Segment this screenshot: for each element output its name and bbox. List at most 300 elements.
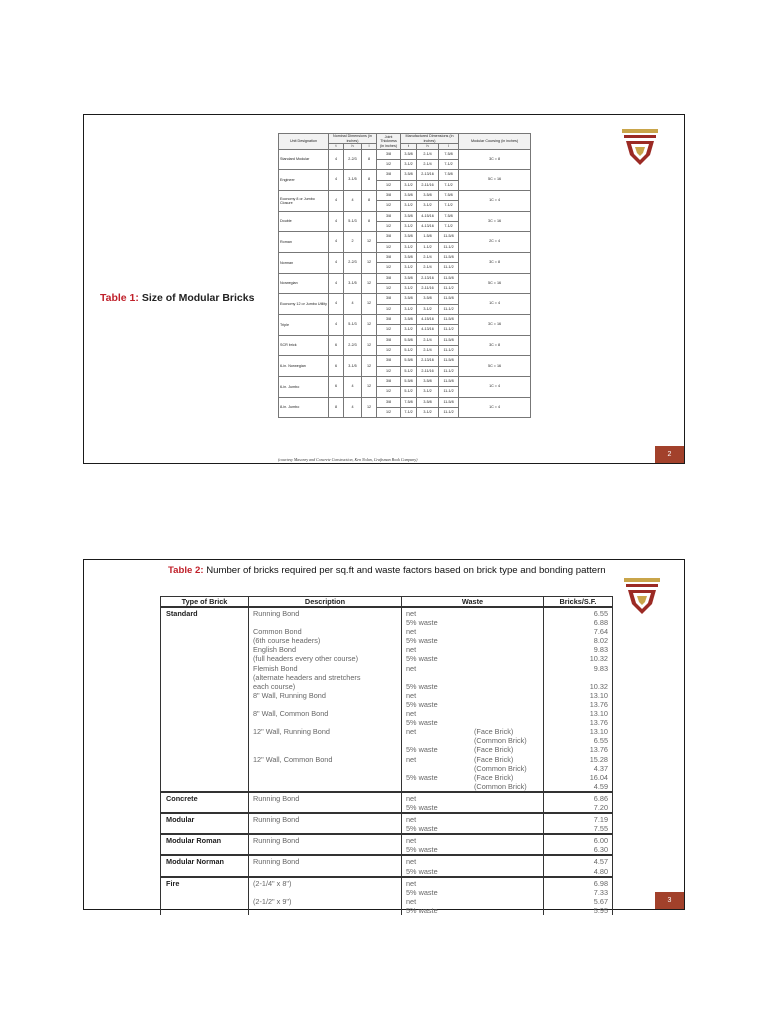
manufactured-joint-cell: 1/2 [377,263,401,273]
manufactured-joint-cell: 3/8 [377,294,401,304]
waste-line [402,645,543,654]
waste-line [402,879,543,888]
brick-type-cell: Modular Roman [161,834,249,855]
unit-designation-cell: Norman [279,252,329,273]
unit-designation-cell: 6-in. Jumbo [279,377,329,398]
modular-coursing-cell: 5C = 16 [459,356,531,377]
bricks-per-sf-value: 4.59 [593,781,608,791]
waste-line [402,673,543,682]
waste-cell [402,834,544,855]
waste-factor: net [406,709,417,719]
bricks-per-sf-cell [544,792,613,813]
unit-designation-cell: Triple [279,315,329,336]
waste-factor: 5% waste [406,824,438,834]
nominal-t-cell: 4 [329,211,344,232]
unit-designation-cell: 6-in. Norwegian [279,356,329,377]
bricks-per-sf-value: 4.57 [593,857,608,867]
bricks-per-sf-value: 10.32 [589,654,608,664]
description-line: 8" Wall, Running Bond [253,690,326,700]
nominal-h-cell: 5-1/3 [344,211,362,232]
description-line: Flemish Bond [253,663,298,673]
manufactured-t-cell: 3-5/8 [401,232,417,242]
manufactured-l-cell: 7-5/8 [439,211,459,221]
manufactured-t-cell: 3-1/2 [401,242,417,252]
unit-designation-cell: Engineer [279,170,329,191]
brick-type-cell: Modular Norman [161,855,249,876]
description-line [253,803,397,812]
waste-factor: 5% waste [406,636,438,646]
manufactured-t-cell: 3-5/8 [401,252,417,262]
brick-note: (Face Brick) [474,772,514,782]
nominal-t-cell: 4 [329,294,344,315]
col-joint: Joint Thickness (in inches) [377,134,401,150]
nominal-h-cell: 2-2/3 [344,252,362,273]
nominal-l-cell: 12 [362,315,377,336]
waste-factor: net [406,663,417,673]
brick-note: (Common Brick) [474,763,527,773]
unit-designation-cell: Economy 12 or Jumbo Utility [279,294,329,315]
manufactured-t-cell: 3-1/2 [401,159,417,169]
bricks-per-sf-value: 6.00 [593,836,608,846]
waste-line [402,794,543,803]
description-line [253,824,397,833]
manufactured-joint-cell: 3/8 [377,170,401,180]
table-row [279,294,531,304]
description-line [253,764,397,773]
description-cell [249,792,402,813]
manufactured-l-cell: 11-5/8 [439,335,459,345]
bricks-per-sf-value: 8.02 [593,636,608,646]
manufactured-t-cell: 3-5/8 [401,211,417,221]
bricks-per-sf-value: 15.28 [589,754,608,764]
description-line [253,773,397,782]
waste-cell [402,877,544,915]
col-waste: Waste [402,597,544,608]
unit-designation-cell: Norwegian [279,273,329,294]
manufactured-joint-cell: 3/8 [377,190,401,200]
table-row [161,877,613,915]
description-line: 12" Wall, Common Bond [253,754,333,764]
waste-line [402,773,543,782]
manufactured-joint-cell: 1/2 [377,242,401,252]
manufactured-l-cell: 11-5/8 [439,397,459,407]
table-row [279,356,531,366]
nominal-h-cell: 4 [344,294,362,315]
description-cell [249,877,402,915]
bricks-per-sf-value: 6.55 [593,736,608,746]
manufactured-l-cell: 11-5/8 [439,377,459,387]
manufactured-joint-cell: 1/2 [377,304,401,314]
manufactured-h-cell: 2-11/16 [417,366,439,376]
unit-designation-cell: Roman [279,232,329,253]
modular-coursing-cell: 3C = 8 [459,149,531,170]
waste-line [402,845,543,854]
bricks-per-sf-value: 6.98 [593,878,608,888]
waste-line [402,718,543,727]
nominal-t-cell: 4 [329,252,344,273]
bricks-per-sf-value: 4.37 [593,763,608,773]
manufactured-t-cell: 5-1/2 [401,346,417,356]
waste-factor: net [406,609,417,618]
waste-line [402,857,543,866]
manufactured-t-cell: 3-5/8 [401,294,417,304]
bricks-per-sf-value: 6.86 [593,793,608,803]
modular-coursing-cell: 5C = 16 [459,273,531,294]
modular-coursing-cell: 3C = 16 [459,211,531,232]
table-row [279,149,531,159]
manufactured-joint-cell: 1/2 [377,180,401,190]
nominal-l-cell: 12 [362,377,377,398]
bricks-per-sf-value [548,673,608,682]
manufactured-t-cell: 3-1/2 [401,201,417,211]
bricks-per-sf-value: 7.20 [593,802,608,812]
bricks-per-sf-cell [544,813,613,834]
nominal-h-cell: 3-1/5 [344,170,362,191]
manufactured-l-cell: 7-1/2 [439,159,459,169]
bricks-per-sf-value: 7.64 [593,627,608,637]
bricks-per-sf-value: 9.83 [593,663,608,673]
manufactured-l-cell: 7-1/2 [439,180,459,190]
waste-line [402,700,543,709]
col-nominal-l: l [362,144,377,150]
description-line: (alternate headers and stretchers [253,672,361,682]
modular-coursing-cell: 1C = 4 [459,377,531,398]
manufactured-t-cell: 5-1/2 [401,387,417,397]
manufactured-h-cell: 4-15/16 [417,211,439,221]
waste-line [402,691,543,700]
col-manuf-l: l [439,144,459,150]
bricks-per-sf-value: 5.95 [593,905,608,915]
manufactured-t-cell: 3-1/2 [401,283,417,293]
description-line: each course) [253,681,296,691]
bricks-per-sf-cell [544,834,613,855]
bricks-per-sf-cell [544,855,613,876]
page-number-badge: 3 [655,892,684,909]
table1-credit: (courtesy Masonry and Concrete Construction, Ken Nolan, Craftsman Book Company) [278,457,418,462]
table-row [161,834,613,855]
manufactured-h-cell: 2-11/16 [417,283,439,293]
slide-3 [83,559,685,915]
description-line [253,718,397,727]
description-line [253,867,397,876]
nominal-h-cell: 2-2/3 [344,149,362,170]
nominal-h-cell: 2-2/3 [344,335,362,356]
description-line [253,782,397,791]
manufactured-joint-cell: 3/8 [377,232,401,242]
table1-label-lead: Table 1: [100,292,139,304]
waste-line [402,888,543,897]
table-row [279,252,531,262]
nominal-l-cell: 8 [362,190,377,211]
modular-coursing-cell: 1C = 4 [459,397,531,418]
nominal-h-cell: 4 [344,377,362,398]
nominal-t-cell: 8 [329,397,344,418]
nominal-l-cell: 12 [362,294,377,315]
col-unit: Unit Designation [279,134,329,150]
waste-line [402,682,543,691]
unit-designation-cell: SCR brick [279,335,329,356]
waste-factor: net [406,727,417,737]
manufactured-h-cell: 2-11/16 [417,180,439,190]
waste-line [402,664,543,673]
description-line: English Bond [253,645,297,655]
table-row [279,335,531,345]
manufactured-l-cell: 11-1/2 [439,325,459,335]
nominal-h-cell: 2 [344,232,362,253]
table1-label-text: Size of Modular Bricks [138,292,255,304]
manufactured-t-cell: 7-5/8 [401,397,417,407]
modular-coursing-cell: 1C = 4 [459,190,531,211]
modular-coursing-cell: 3C = 8 [459,335,531,356]
description-line: Running Bond [253,609,300,618]
manufactured-h-cell: 2-1/4 [417,346,439,356]
bricks-per-sf-value: 16.04 [589,772,608,782]
manufactured-h-cell: 3-5/8 [417,294,439,304]
waste-factor: net [406,836,417,846]
manufactured-h-cell: 3-5/8 [417,190,439,200]
table-row [279,273,531,283]
nominal-t-cell: 4 [329,273,344,294]
nominal-h-cell: 4 [344,190,362,211]
waste-line [402,764,543,773]
bricks-per-sf-cell [544,607,613,792]
manufactured-h-cell: 2-1/4 [417,149,439,159]
manufactured-h-cell: 1-1/2 [417,242,439,252]
modular-coursing-cell: 5C = 16 [459,170,531,191]
description-line [253,618,397,627]
nominal-l-cell: 12 [362,273,377,294]
description-line: Running Bond [253,836,300,846]
brick-type-cell: Modular [161,813,249,834]
modular-coursing-cell: 3C = 16 [459,315,531,336]
waste-line [402,636,543,645]
bricks-per-sf-value: 13.10 [589,709,608,719]
university-logo-icon [622,574,662,618]
nominal-h-cell: 4 [344,397,362,418]
manufactured-joint-cell: 1/2 [377,221,401,231]
waste-line [402,803,543,812]
manufactured-l-cell: 11-1/2 [439,387,459,397]
waste-line [402,824,543,833]
col-manuf-h: h [417,144,439,150]
bricks-per-sf-value: 6.30 [593,845,608,855]
manufactured-joint-cell: 1/2 [377,159,401,169]
manufactured-h-cell: 2-13/16 [417,273,439,283]
nominal-l-cell: 12 [362,397,377,418]
waste-factor: 5% waste [406,654,438,664]
manufactured-h-cell: 3-5/8 [417,377,439,387]
bricks-per-sf-value: 9.83 [593,645,608,655]
nominal-t-cell: 4 [329,170,344,191]
waste-line [402,745,543,754]
manufactured-joint-cell: 3/8 [377,335,401,345]
nominal-t-cell: 4 [329,149,344,170]
waste-cell [402,607,544,792]
manufactured-l-cell: 7-1/2 [439,201,459,211]
nominal-l-cell: 8 [362,149,377,170]
waste-line [402,867,543,876]
table2-caption-text: Number of bricks required per sq.ft and waste factors based on brick type and bonding pattern [203,565,606,576]
table2-caption-lead: Table 2: [168,565,204,576]
waste-factor: net [406,754,417,764]
waste-factor: net [406,896,417,906]
manufactured-joint-cell: 1/2 [377,201,401,211]
bricks-per-sf-value: 13.76 [589,745,608,755]
description-line: 12" Wall, Running Bond [253,727,330,737]
waste-line [402,627,543,636]
manufactured-t-cell: 3-5/8 [401,170,417,180]
manufactured-l-cell: 11-5/8 [439,294,459,304]
manufactured-l-cell: 11-1/2 [439,304,459,314]
waste-factor: net [406,627,417,637]
brick-type-cell: Standard [161,607,249,792]
bricks-per-sf-value: 4.80 [593,866,608,876]
manufactured-l-cell: 11-1/2 [439,242,459,252]
manufactured-l-cell: 11-5/8 [439,356,459,366]
modular-coursing-cell: 1C = 4 [459,294,531,315]
nominal-t-cell: 6 [329,356,344,377]
col-nominal-t: t [329,144,344,150]
waste-factor: net [406,645,417,655]
nominal-l-cell: 12 [362,232,377,253]
table-row [279,170,531,180]
slide-2 [83,114,685,464]
bricks-per-sf-value: 7.33 [593,887,608,897]
manufactured-t-cell: 7-1/2 [401,408,417,418]
waste-cell [402,792,544,813]
waste-line [402,609,543,618]
table-row [161,607,613,792]
manufactured-t-cell: 5-5/8 [401,335,417,345]
col-nominal: Nominal Dimensions (in inches) [329,134,377,144]
brick-type-cell: Concrete [161,792,249,813]
bricks-per-sf-value: 6.88 [593,618,608,628]
description-line: (2-1/4" x 8") [253,878,292,888]
modular-coursing-cell: 3C = 8 [459,252,531,273]
nominal-t-cell: 4 [329,232,344,253]
waste-factor: 5% waste [406,681,438,691]
manufactured-t-cell: 3-1/2 [401,180,417,190]
manufactured-h-cell: 4-15/16 [417,315,439,325]
description-line: Common Bond [253,627,302,637]
description-line: (full headers every other course) [253,654,359,664]
description-cell [249,855,402,876]
table-row [279,397,531,407]
manufactured-l-cell: 7-5/8 [439,190,459,200]
nominal-t-cell: 4 [329,315,344,336]
bricks-per-sf-value: 13.10 [589,690,608,700]
manufactured-h-cell: 4-13/16 [417,325,439,335]
description-line [253,888,397,897]
brick-note: (Common Brick) [474,781,527,791]
manufactured-h-cell: 3-1/2 [417,201,439,211]
waste-factor: 5% waste [406,802,438,812]
manufactured-t-cell: 3-1/2 [401,304,417,314]
unit-designation-cell: Double [279,211,329,232]
manufactured-t-cell: 3-1/2 [401,263,417,273]
nominal-h-cell: 3-1/5 [344,356,362,377]
bricks-per-sf-value: 10.32 [589,681,608,691]
description-cell [249,607,402,792]
waste-factor: net [406,857,417,867]
manufactured-h-cell: 3-1/2 [417,304,439,314]
waste-factor: 5% waste [406,699,438,709]
waste-factor: 5% waste [406,905,438,915]
modular-coursing-cell: 2C = 4 [459,232,531,253]
waste-line [402,618,543,627]
waste-line [402,727,543,736]
waste-factor: 5% waste [406,618,438,628]
manufactured-joint-cell: 1/2 [377,325,401,335]
manufactured-h-cell: 4-13/16 [417,221,439,231]
description-line: Running Bond [253,793,300,803]
table-row [161,855,613,876]
waste-factor: net [406,878,417,888]
page-number-badge: 2 [655,446,684,463]
manufactured-h-cell: 2-1/4 [417,159,439,169]
col-manufactured: Manufactured Dimensions (in inches) [401,134,459,144]
manufactured-h-cell: 2-13/16 [417,170,439,180]
manufactured-t-cell: 3-1/2 [401,325,417,335]
manufactured-l-cell: 11-1/2 [439,366,459,376]
manufactured-t-cell: 3-5/8 [401,273,417,283]
waste-factor: 5% waste [406,772,438,782]
bricks-per-sf-value: 13.10 [589,727,608,737]
manufactured-h-cell: 2-13/16 [417,356,439,366]
col-coursing: Modular Coursing (in inches) [459,134,531,150]
manufactured-t-cell: 3-5/8 [401,315,417,325]
manufactured-h-cell: 2-1/4 [417,252,439,262]
nominal-t-cell: 6 [329,377,344,398]
manufactured-t-cell: 3-5/8 [401,149,417,159]
nominal-l-cell: 8 [362,170,377,191]
waste-line [402,836,543,845]
waste-factor: net [406,793,417,803]
description-line [253,700,397,709]
waste-line [402,906,543,915]
manufactured-l-cell: 11-1/2 [439,408,459,418]
bricks-per-sf-value: 13.76 [589,718,608,728]
col-description: Description [249,597,402,608]
manufactured-l-cell: 11-1/2 [439,283,459,293]
manufactured-h-cell: 2-1/4 [417,335,439,345]
waste-factor: 5% waste [406,718,438,728]
description-line [253,845,397,854]
manufactured-t-cell: 5-5/8 [401,356,417,366]
brick-type-cell: Fire [161,877,249,915]
bricks-per-sf-cell [544,877,613,915]
col-nominal-h: h [344,144,362,150]
manufactured-joint-cell: 3/8 [377,273,401,283]
table-row [279,190,531,200]
table-row [279,377,531,387]
table-row [279,232,531,242]
manufactured-joint-cell: 1/2 [377,408,401,418]
nominal-l-cell: 12 [362,335,377,356]
nominal-t-cell: 6 [329,335,344,356]
waste-line [402,709,543,718]
manufactured-joint-cell: 3/8 [377,252,401,262]
manufactured-l-cell: 11-1/2 [439,263,459,273]
description-line: Running Bond [253,857,300,867]
bricks-per-sf-value: 6.55 [593,609,608,618]
description-line: Running Bond [253,815,300,825]
col-manuf-t: t [401,144,417,150]
manufactured-t-cell: 3-5/8 [401,190,417,200]
col-type-of-brick: Type of Brick [161,597,249,608]
manufactured-t-cell: 5-1/2 [401,366,417,376]
table2-caption [168,565,608,578]
